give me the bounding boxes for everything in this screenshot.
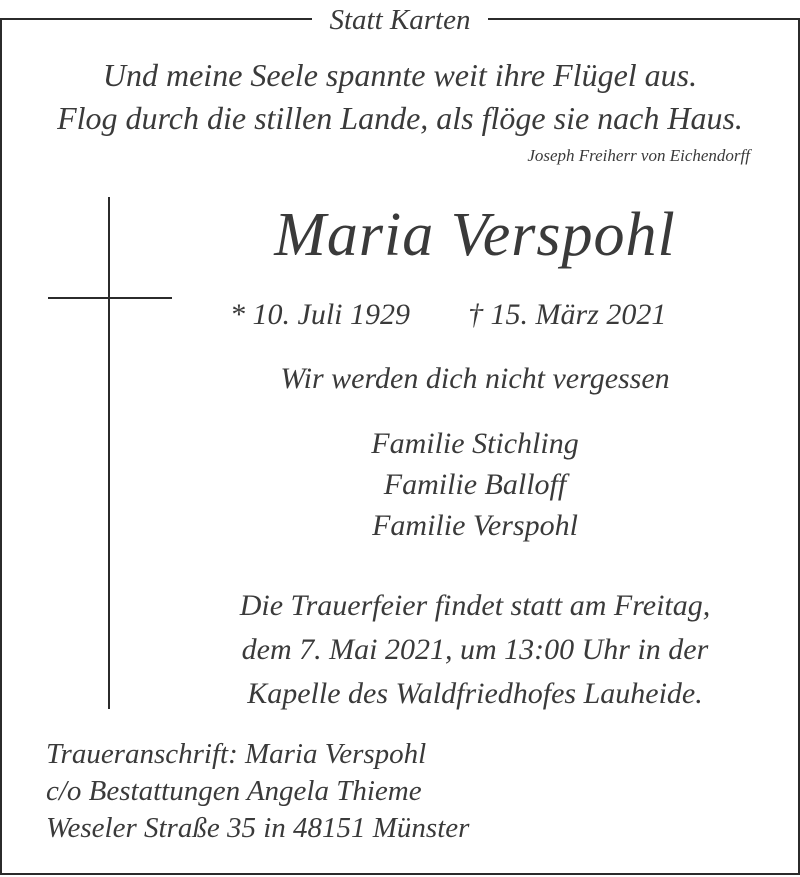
service-line: Die Trauerfeier findet statt am Freitag, (239, 589, 711, 622)
family-name: Familie Balloff (383, 468, 567, 501)
quote-line: Flog durch die stillen Lande, als flöge sie nach Haus. (57, 100, 743, 136)
deceased-name: Maria Verspohl (274, 201, 676, 269)
mourning-address (46, 736, 469, 847)
cross-icon-vertical (108, 197, 110, 709)
quote-line: Und meine Seele spannte weit ihre Flügel aus. (102, 57, 698, 93)
header-title: Statt Karten (312, 4, 489, 36)
address-line: Weseler Straße 35 in 48151 Münster (46, 812, 470, 844)
address-line: Traueranschrift: Maria Verspohl (46, 738, 427, 770)
quote-author: Joseph Freiherr von Eichendorff (527, 146, 750, 165)
motto: Wir werden dich nicht vergessen (280, 362, 670, 395)
service-line: Kapelle des Waldfriedhofes Lauheide. (247, 677, 703, 710)
address-line: c/o Bestattungen Angela Thieme (46, 775, 422, 807)
birth-date: * 10. Juli 1929 (230, 298, 410, 331)
family-name: Familie Stichling (371, 427, 579, 460)
death-date: † 15. März 2021 (468, 298, 667, 331)
life-dates (230, 298, 666, 332)
families-list (160, 423, 790, 546)
notice-header (0, 0, 800, 44)
funeral-service-info (160, 584, 790, 716)
family-name: Familie Verspohl (372, 509, 578, 542)
service-line: dem 7. Mai 2021, um 13:00 Uhr in der (241, 633, 709, 666)
poem-quote (0, 54, 800, 140)
cross-icon-horizontal (48, 297, 172, 299)
